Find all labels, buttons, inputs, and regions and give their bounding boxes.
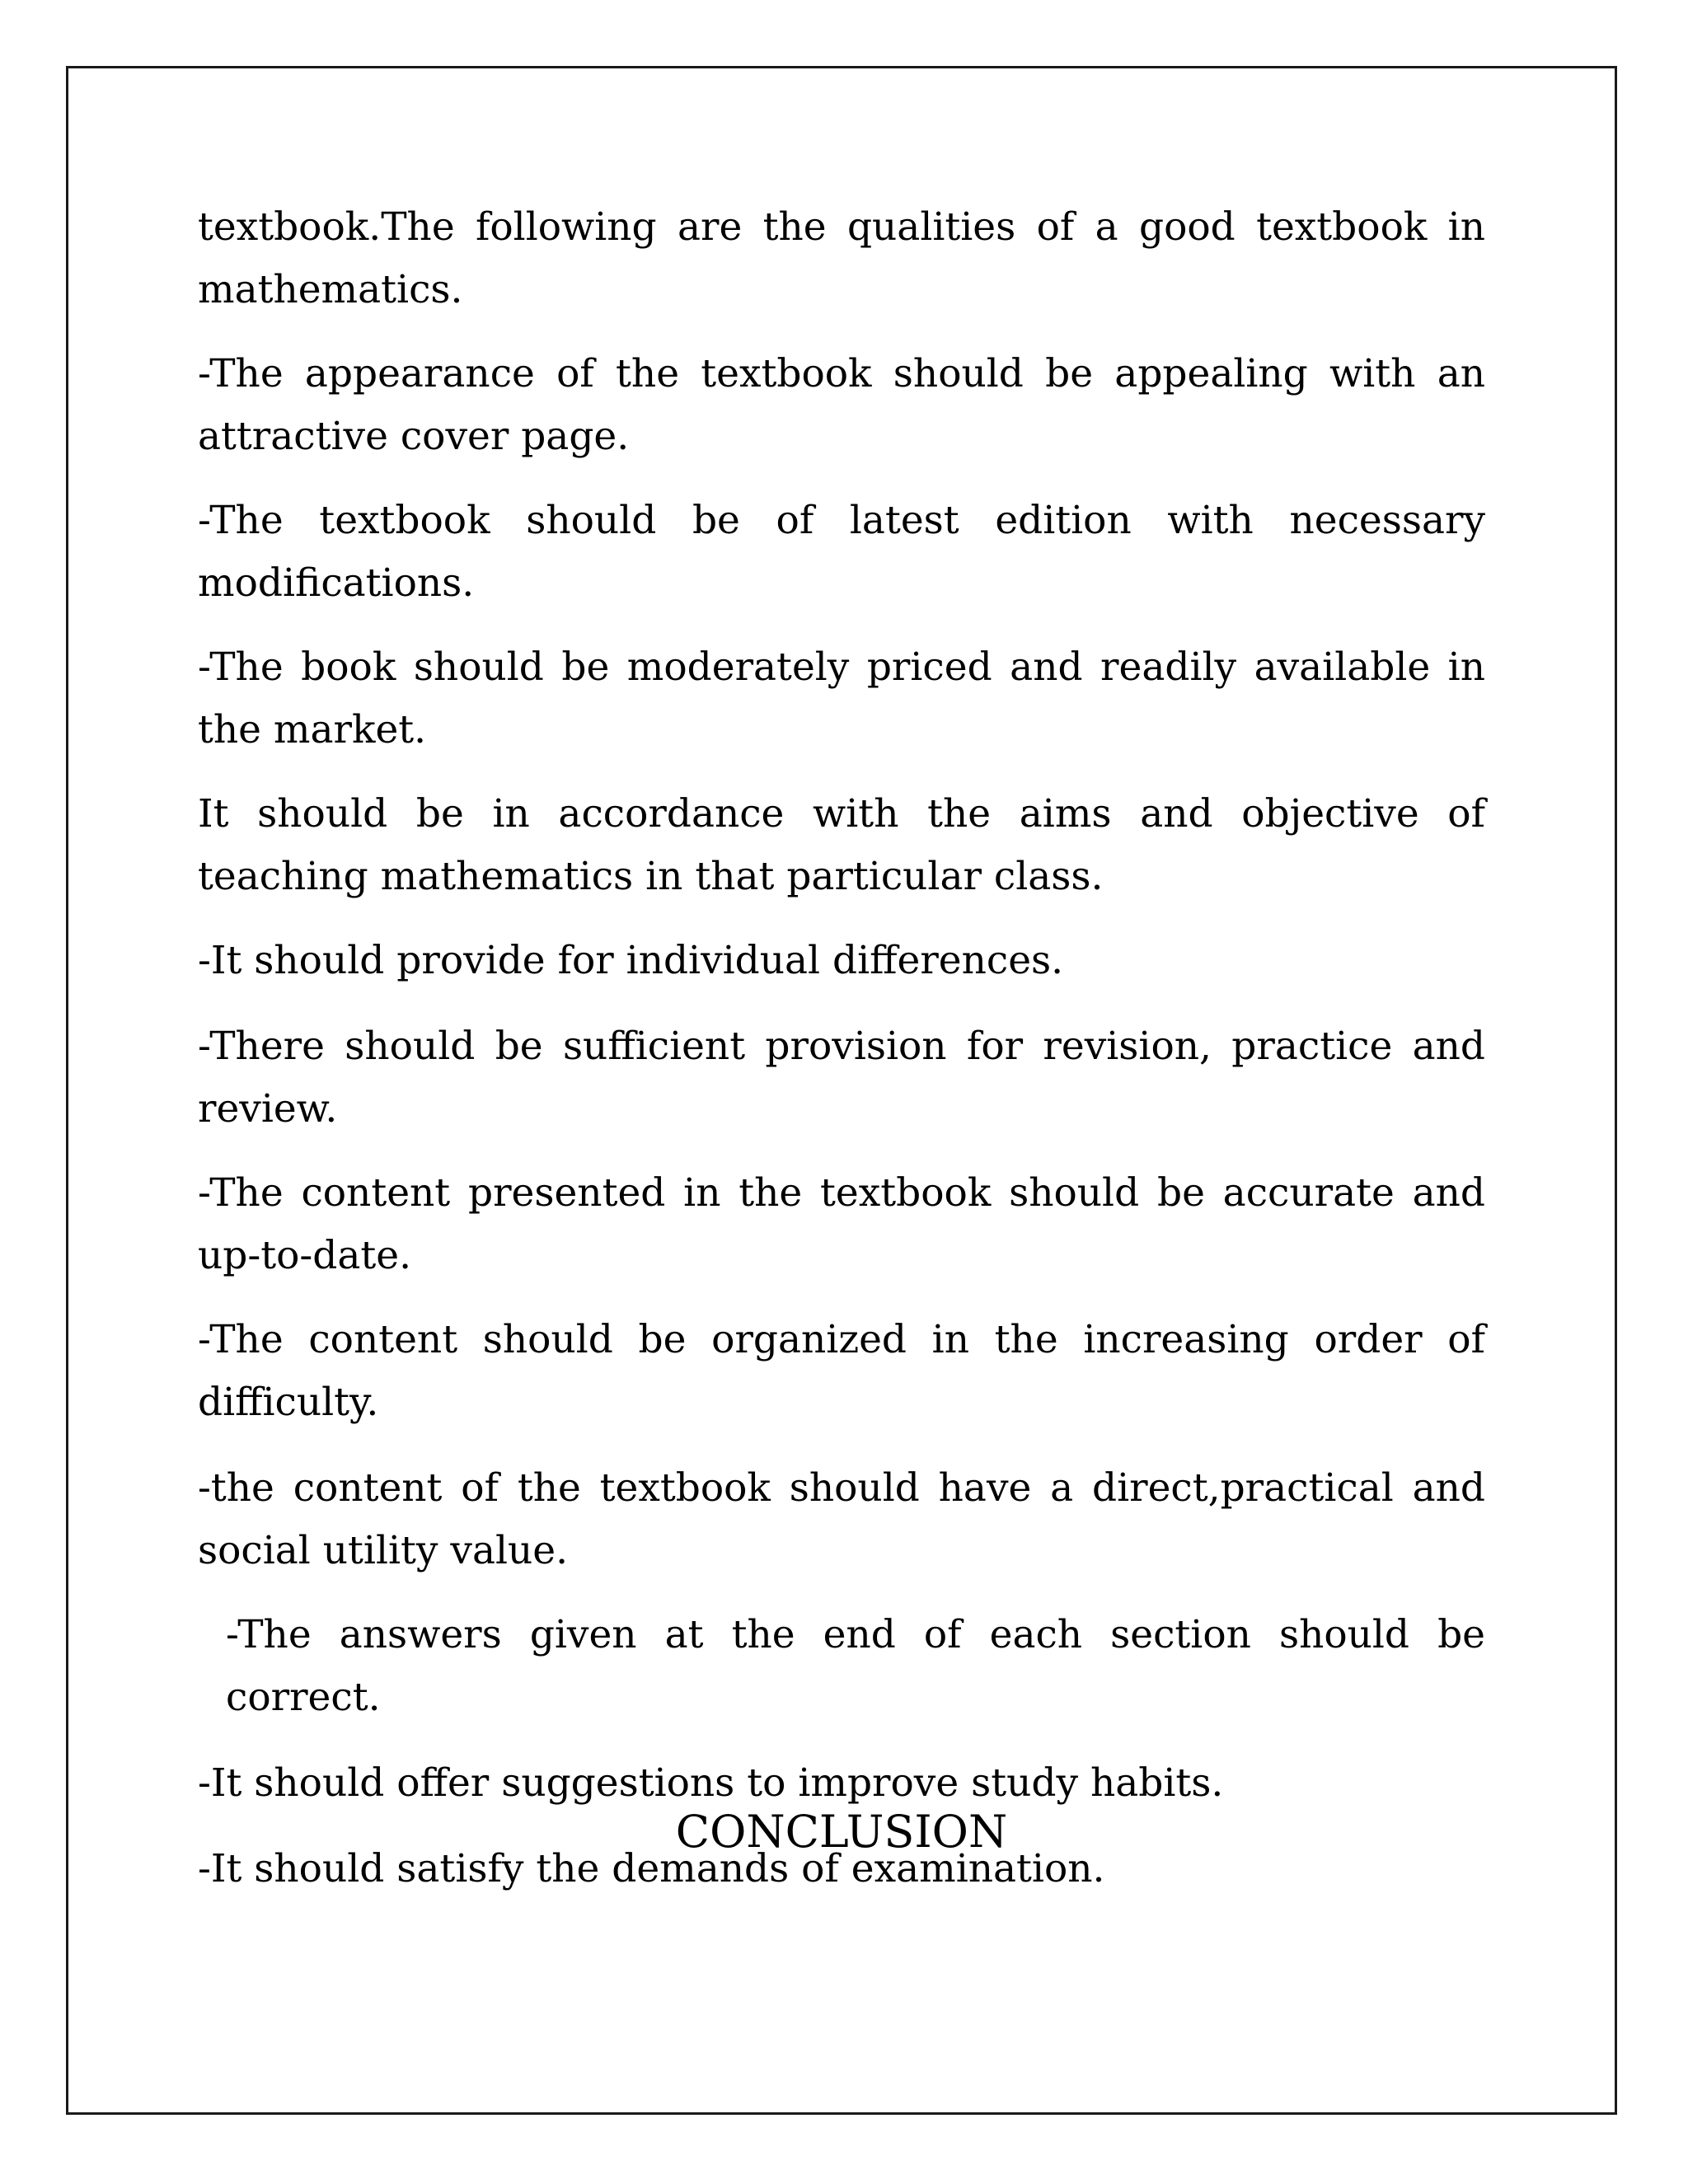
paragraph-revision: -There should be sufficient provision for revision, practice and review. — [198, 1024, 1485, 1132]
section-heading: CONCLUSION — [675, 1806, 1008, 1858]
paragraph-study-habits: -It should offer suggestions to improve study habits. — [198, 1760, 1224, 1806]
paragraph-answers: -The answers given at the end of each section should be correct. — [226, 1612, 1485, 1720]
paragraph-utility: -the content of the textbook should have a direct,practical and social utility value. — [198, 1465, 1485, 1573]
paragraph-intro: textbook.The following are the qualities of a good textbook in mathematics. — [198, 204, 1485, 312]
paragraph-individual-differences: -It should provide for individual differences. — [198, 938, 1064, 983]
paragraph-latest-edition: -The textbook should be of latest edition with necessary modifications. — [198, 498, 1485, 606]
paragraph-examination: -It should satisfy the demands of examination. — [198, 1846, 1105, 1891]
paragraph-aims: It should be in accordance with the aims and objective of teaching mathematics in that particular class. — [198, 791, 1485, 899]
document-body — [198, 196, 1485, 1924]
paragraph-appearance: -The appearance of the textbook should be appealing with an attractive cover page. — [198, 351, 1485, 459]
paragraph-price: -The book should be moderately priced and readily available in the market. — [198, 644, 1485, 752]
paragraph-organization: -The content should be organized in the increasing order of difficulty. — [198, 1317, 1485, 1425]
paragraph-accuracy: -The content presented in the textbook should be accurate and up-to-date. — [198, 1170, 1485, 1278]
